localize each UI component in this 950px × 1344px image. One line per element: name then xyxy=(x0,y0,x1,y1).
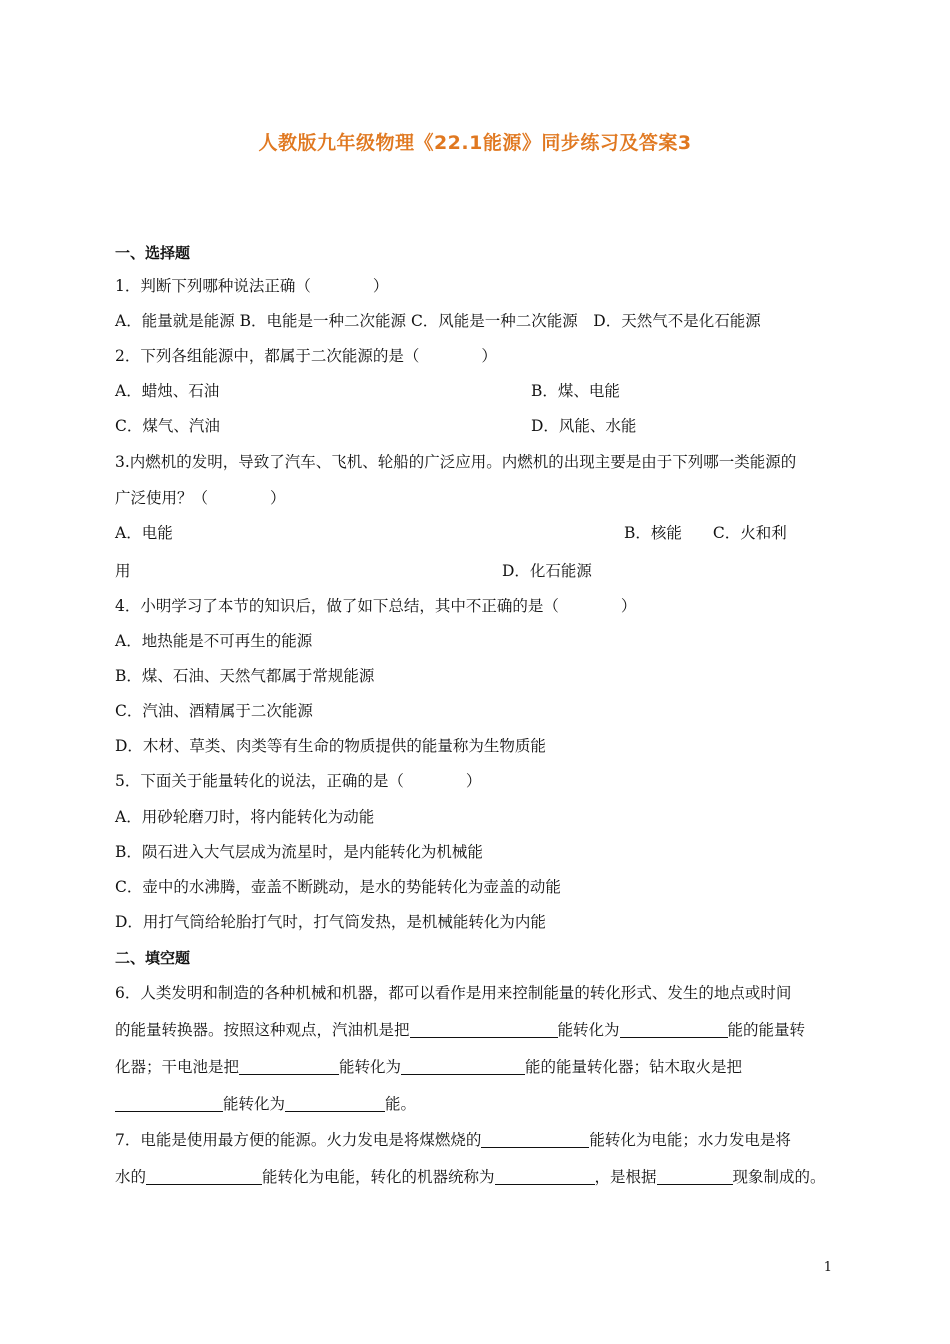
question-1-stem: 1．判断下列哪种说法正确（ ） xyxy=(115,277,389,295)
page-number: 1 xyxy=(823,1260,832,1275)
answer-blank[interactable] xyxy=(285,1095,385,1112)
question-7-text: 能转化为电能，转化的机器统称为 xyxy=(262,1168,495,1186)
question-2-stem: 2．下列各组能源中，都属于二次能源的是（ ） xyxy=(115,347,497,365)
question-6-text: 能转化为 xyxy=(339,1058,402,1076)
question-3-option-d: D．化石能源 xyxy=(502,562,592,580)
section-heading-fill: 二、填空题 xyxy=(115,949,191,967)
question-3-stem-line1: 3.内燃机的发明，导致了汽车、飞机、轮船的广泛应用。内燃机的出现主要是由于下列哪一类能源的 xyxy=(115,453,797,471)
question-7-text: ，是根据 xyxy=(594,1168,657,1186)
answer-blank[interactable] xyxy=(495,1168,595,1185)
question-2-option-a: A．蜡烛、石油 xyxy=(115,382,220,400)
question-6-text: 的能量转换器。按照这种观点，汽油机是把 xyxy=(115,1021,410,1039)
answer-blank[interactable] xyxy=(401,1058,525,1075)
question-2-option-b: B．煤、电能 xyxy=(531,382,620,400)
question-4-option-c: C．汽油、酒精属于二次能源 xyxy=(115,702,313,720)
question-1-options: A．能量就是能源 B．电能是一种二次能源 C．风能是一种二次能源 D．天然气不是化石能源 xyxy=(115,312,761,330)
question-2-option-c: C．煤气、汽油 xyxy=(115,417,220,435)
section-heading-choice: 一、选择题 xyxy=(115,244,191,262)
question-6-text: 能转化为 xyxy=(223,1095,286,1113)
question-6-line3 xyxy=(115,1057,742,1077)
question-7-text: 7．电能是使用最方便的能源。火力发电是将煤燃烧的 xyxy=(115,1131,482,1149)
question-5-stem: 5．下面关于能量转化的说法，正确的是（ ） xyxy=(115,772,482,790)
question-6-text: 能的能量转化器；钻木取火是把 xyxy=(525,1058,743,1076)
question-7-text: 能转化为电能；水力发电是将 xyxy=(589,1131,791,1149)
question-7-text: 现象制成的。 xyxy=(732,1168,826,1186)
question-5-option-d: D．用打气筒给轮胎打气时，打气筒发热，是机械能转化为内能 xyxy=(115,913,546,931)
question-2-option-d: D．风能、水能 xyxy=(531,417,637,435)
question-5-option-b: B．陨石进入大气层成为流星时，是内能转化为机械能 xyxy=(115,843,483,861)
question-7-line2 xyxy=(115,1167,826,1187)
answer-blank[interactable] xyxy=(115,1095,223,1112)
question-6-text: 化器；干电池是把 xyxy=(115,1058,240,1076)
answer-blank[interactable] xyxy=(481,1131,589,1148)
answer-blank[interactable] xyxy=(410,1021,558,1038)
question-3-stem-line2: 广泛使用？（ ） xyxy=(115,489,286,507)
question-4-option-a: A．地热能是不可再生的能源 xyxy=(115,632,313,650)
question-3-option-bc: B．核能 C．火和利 xyxy=(624,524,787,542)
question-7-line1 xyxy=(115,1130,791,1150)
answer-blank[interactable] xyxy=(239,1058,339,1075)
answer-blank[interactable] xyxy=(620,1021,728,1038)
question-5-option-a: A．用砂轮磨刀时，将内能转化为动能 xyxy=(115,808,375,826)
document-title: 人教版九年级物理《22.1能源》同步练习及答案3 xyxy=(258,132,692,154)
question-4-option-b: B．煤、石油、天然气都属于常规能源 xyxy=(115,667,375,685)
question-6-text: 能。 xyxy=(385,1095,417,1113)
question-6-text: 能的能量转 xyxy=(727,1021,806,1039)
question-6-text: 能转化为 xyxy=(557,1021,620,1039)
question-6-line1: 6．人类发明和制造的各种机械和机器，都可以看作是用来控制能量的转化形式、发生的地点或时间 xyxy=(115,984,792,1002)
question-3-option-c-continued: 用 xyxy=(115,562,131,580)
answer-blank[interactable] xyxy=(146,1168,262,1185)
answer-blank[interactable] xyxy=(657,1168,733,1185)
question-3-option-a: A．电能 xyxy=(115,524,173,542)
question-7-text: 水的 xyxy=(115,1168,147,1186)
question-5-option-c: C．壶中的水沸腾，壶盖不断跳动，是水的势能转化为壶盖的动能 xyxy=(115,878,561,896)
question-6-line2 xyxy=(115,1020,805,1040)
question-6-line4 xyxy=(115,1094,416,1114)
question-4-option-d: D．木材、草类、肉类等有生命的物质提供的能量称为生物质能 xyxy=(115,737,546,755)
question-4-stem: 4．小明学习了本节的知识后，做了如下总结，其中不正确的是（ ） xyxy=(115,597,637,615)
